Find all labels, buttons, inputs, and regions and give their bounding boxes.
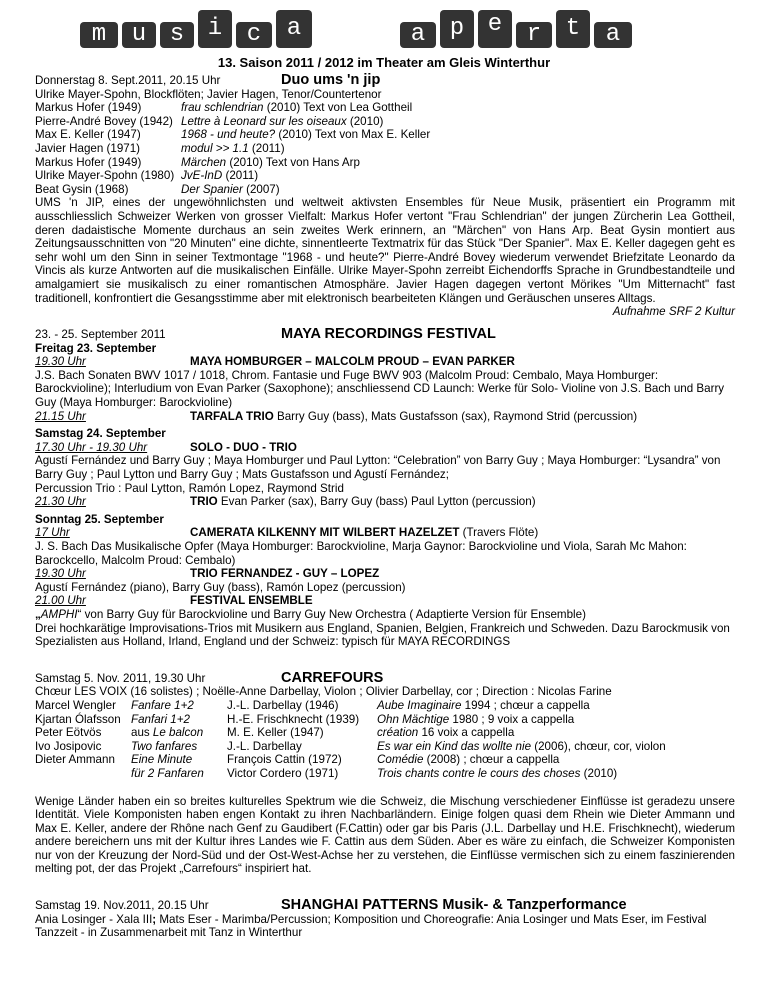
work-title: Aube Imaginaire — [377, 698, 462, 712]
composer: H.-E. Frischknecht (1939) — [227, 712, 360, 726]
performers: Ulrike Mayer-Spohn, Blockflöten; Javier Hagen, Tenor/Countertenor — [35, 87, 382, 101]
event-title: Duo ums 'n jip — [281, 72, 381, 88]
event-title: MAYA RECORDINGS FESTIVAL — [281, 326, 496, 343]
work-info: (2006), chœur, cor, violon — [531, 739, 666, 753]
work-title: Le balcon — [152, 726, 204, 740]
logo-tile: c — [236, 22, 272, 48]
logo-tile: e — [478, 10, 512, 48]
work-title: Eine Minute — [131, 753, 193, 767]
composer: Peter Eötvös — [35, 726, 102, 740]
act-title: TRIO — [190, 495, 218, 509]
act-description: J. S. Bach Das Musikalische Opfer (Maya Homburger: Barockvioline, Marja Gaynor: Barockvioline und Viola, Sarah Mc Mahon: Barockcello, Malcolm Proud: Cembalo) — [35, 540, 687, 567]
quote-mark: „ — [35, 607, 41, 621]
work-title: Märchen — [181, 155, 227, 169]
act-title: SOLO - DUO - TRIO — [190, 440, 297, 454]
act-description: Barry Guy (bass), Mats Gustafsson (sax), Raymond Strid (percussion) — [273, 409, 638, 423]
work-title: Fanfare 1+2 — [131, 698, 194, 712]
performers: Chœur LES VOIX (16 solistes) ; Noëlle-Anne Darbellay, Violon ; Olivier Darbellay, cor ; Direction : Nicolas Farine — [35, 685, 612, 699]
work-title: Comédie — [377, 753, 424, 767]
event-date: Donnerstag 8. Sept.2011, 20.15 Uhr — [35, 74, 221, 87]
work-info: (2010) Text von Lea Gottheil — [263, 101, 413, 115]
composer: Marcel Wengler — [35, 698, 116, 712]
work-title: Es war ein Kind das wollte nie — [377, 739, 532, 753]
event-description — [35, 196, 735, 319]
logo-tile: a — [276, 10, 312, 48]
work-title: frau schlendrian — [181, 101, 264, 115]
work-info: 1994 ; chœur a cappella — [461, 698, 590, 712]
act-title: TRIO FERNANDEZ - GUY – LOPEZ — [190, 567, 380, 581]
composer: J.-L. Darbellay (1946) — [227, 698, 339, 712]
work-title: Ohn Mächtige — [377, 712, 450, 726]
festival-summary: Drei hochkarätige Improvisations-Trios mit Musikern aus England, Spanien, Belgien, Frankreich und Schweden. Dazu Barockmusik von Spezialisten aus Holland, Irland, England und der Schweiz: typisch für MAYA RECORDINGS — [35, 621, 730, 649]
work-title: für 2 Fanfaren — [131, 766, 204, 780]
work-info: (2008) ; chœur a cappella — [423, 753, 560, 767]
season-heading: 13. Saison 2011 / 2012 im Theater am Gleis Winterthur — [217, 55, 551, 70]
event-title: SHANGHAI PATTERNS Musik- & Tanzperformance — [281, 897, 627, 914]
time: 21.30 Uhr — [35, 495, 86, 509]
event-date: Samstag 5. Nov. 2011, 19.30 Uhr — [35, 671, 206, 685]
act-title: CAMERATA KILKENNY MIT WILBERT HAZELZET — [190, 526, 460, 540]
composer: Markus Hofer (1949) — [35, 101, 142, 115]
time: 21.15 Uhr — [35, 409, 86, 423]
composer: Javier Hagen (1971) — [35, 141, 141, 155]
work-info: (2010) Text von Hans Arp — [226, 155, 360, 169]
act-title: MAYA HOMBURGER – MALCOLM PROUD – EVAN PARKER — [190, 355, 515, 369]
work-info: (2011) — [248, 141, 285, 155]
logo-tile: t — [556, 10, 590, 48]
work-title: JvE-InD — [181, 169, 223, 183]
recording-credit: Aufnahme SRF 2 Kultur — [612, 305, 735, 319]
performers — [35, 913, 735, 940]
work-info: (2011) — [222, 169, 259, 183]
program-document — [35, 74, 735, 940]
work-title: Fanfari 1+2 — [131, 712, 190, 726]
day-heading: Sonntag 25. September — [35, 512, 164, 526]
composer: François Cattin (1972) — [227, 753, 342, 767]
act-title: FESTIVAL ENSEMBLE — [190, 594, 313, 608]
act-description: Percussion Trio : Paul Lytton, Ramón Lopez, Raymond Strid — [35, 481, 344, 495]
performer: Ania Losinger - Xala III — [35, 912, 153, 926]
act-title: TARFALA TRIO — [190, 409, 274, 423]
logo-tile: a — [594, 22, 632, 48]
logo-tile: r — [516, 22, 552, 48]
work-title: 1968 - und heute? — [181, 128, 276, 142]
work-info: (2010) — [580, 766, 618, 780]
act-description: Evan Parker (sax), Barry Guy (bass) Paul Lytton (percussion) — [217, 495, 536, 509]
composer: J.-L. Darbellay — [227, 739, 302, 753]
composer: Max E. Keller (1947) — [35, 128, 141, 142]
composer: Dieter Ammann — [35, 753, 115, 767]
logo-tile: s — [160, 22, 194, 48]
work-title: création — [377, 726, 419, 740]
performers-text: Mats Eser - Marimba/Percussion; Komposition und Choreografie: Ania Losinger und Mats Eser, im Festival Tanzzeit - in Zusammenarbeit mit Tanz in Winterthur — [35, 912, 707, 940]
work-info: (2007) — [242, 182, 280, 196]
day-heading: Freitag 23. September — [35, 341, 157, 355]
event-maya-recordings-festival — [35, 328, 735, 649]
event-title: CARREFOURS — [281, 669, 384, 686]
work-title: Der Spanier — [181, 182, 243, 196]
act-description: J.S. Bach Sonaten BWV 1017 / 1018, Chrom. Fantasie und Fuge BWV 903 (Malcolm Proud: Cembalo, Maya Homburger: Barockvioline); Interludium von Evan Parker (Saxophone); anschliessend CD Launch: Werke für Solo- Violine von J.S. Bach und Barry Guy (Maya Homburger: Barockvioline) — [35, 368, 725, 410]
logo-tile: a — [400, 22, 436, 48]
act-description-text: von Barry Guy für Barockvioline und Barry Guy New Orchestra ( Adaptierte Version für Ensemble) — [81, 607, 586, 621]
work-title: Two fanfares — [131, 739, 198, 753]
time: 19.30 Uhr — [35, 355, 86, 369]
time: 21.00 Uhr — [35, 594, 86, 608]
composer: Pierre-André Bovey (1942) — [35, 114, 173, 128]
work-info: 16 voix a cappella — [418, 726, 515, 740]
act-description: Agustí Fernández und Barry Guy ; Maya Homburger und Paul Lytton: “Celebration” von Barry Guy ; Maya Homburger: “Lysandra” von Barry Guy ; Paul Lytton und Barry Guy ; Mats Gustafsson und Agustí Fernández; — [35, 454, 721, 482]
musica-aperta-logo — [80, 6, 700, 50]
composer: Victor Cordero (1971) — [227, 766, 339, 780]
composer: Ulrike Mayer-Spohn (1980) — [35, 169, 175, 183]
logo-tile: i — [198, 10, 232, 48]
description-text: UMS 'n JIP, eines der ungewöhnlichsten und weltweit aktivsten Ensembles für Neue Musik, präsentiert ein Programm mit ausschliesslich Schweizer Werken von grosser Vielfalt: Markus Hofer vertont "Frau Schlendrian" der jungen Zürcherin Lea Gottheil, deren dadaistische Momente durchaus an sein zweites Werk erinnern, an "Märchen" von Hans Arp. Beat Gysin montiert aus Zeitungsausschnitten von "20 Minuten" eine dichte, sinnentleerte Textmatrix für das Stück "Der Spanier". Max E. Keller dagegen geht es sehr wohl um den Sinn in seiner Textmontage "1968 - und heute?" Pierre-André Bovey wiederum verwendet Briefzitate Leonardo da Vincis als kurze Antworten auf die musikalischen Einfälle. Ulrike Mayer-Spohn zerreibt Eichendorffs Sprache in Grundbestandteile und amalgamiert sie musikalisch zu einer romantischen Atmosphäre. Javier Hagen dagegen vertont Mörikes "Um Mitternacht" fast traditionell, konfrontiert die Gesangsstimme aber mit elektronisch bearbeiteten Klängen und Geräuschen unseres Alltags. — [35, 196, 735, 305]
act-description: (Travers Flöte) — [459, 526, 539, 540]
logo-tile: m — [80, 22, 118, 48]
work-title: modul >> 1.1 — [181, 141, 249, 155]
event-carrefours — [35, 669, 735, 876]
act-description: Agustí Fernández (piano), Barry Guy (bass), Ramón Lopez (percussion) — [35, 580, 406, 594]
act-description — [35, 608, 735, 622]
event-shanghai-patterns — [35, 899, 735, 940]
separator: ; — [152, 912, 157, 926]
event-date: 23. - 25. September 2011 — [35, 328, 166, 342]
quote-mark: “ — [77, 607, 82, 621]
logo-tile: p — [440, 10, 474, 48]
work-title: Trois chants contre le cours des choses — [377, 766, 581, 780]
logo-tile: u — [122, 22, 156, 48]
time: 19.30 Uhr — [35, 567, 86, 581]
time: 17.30 Uhr - 19.30 Uhr — [35, 440, 148, 454]
composer: M. E. Keller (1947) — [227, 726, 324, 740]
work-title: AMPHI — [40, 607, 78, 621]
event-description: Wenige Länder haben ein so breites kulturelles Spektrum wie die Schweiz, die Mischung verschiedener Einflüsse ist geradezu unsere Identität. Viele Komponisten haben engen Kontakt zu ihren Nachbarländern. Einige folgen quasi dem Rhein wie Dieter Ammann und Max E. Keller, andere der Rhône nach Genf zu Gaudibert (F.Cattin) oder gar bis Paris (J.L. Darbellay und H.E. Frischknecht), wiederum andere bereichern uns mit der Kultur ihres Landes wie F. Cattin aus dem Süden. Aber es wäre zu einfach, die Schweizer Komponisten nur von der Kreuzung der Nord-Süd und der Ost-West-Achse her zu verstehen, die Einflüsse vermischen sich zu einem faszinierenden melting pot, der das Projekt „Carrefours“ inspiriert hat. — [35, 794, 735, 876]
time: 17 Uhr — [35, 526, 70, 540]
composer: Beat Gysin (1968) — [35, 182, 129, 196]
work-prefix: aus — [131, 726, 153, 740]
work-title: Lettre à Leonard sur les oiseaux — [181, 114, 347, 128]
event-date: Samstag 19. Nov.2011, 20.15 Uhr — [35, 899, 209, 913]
work-info: (2010) — [346, 114, 384, 128]
day-heading: Samstag 24. September — [35, 427, 166, 441]
composer: Markus Hofer (1949) — [35, 155, 142, 169]
event-duo-ums-n-jip — [35, 72, 735, 319]
work-info: (2010) Text von Max E. Keller — [275, 128, 431, 142]
work-info: 1980 ; 9 voix a cappella — [449, 712, 575, 726]
composer — [35, 767, 131, 781]
composer: Kjartan Ólafsson — [35, 712, 121, 726]
composer: Ivo Josipovic — [35, 739, 102, 753]
